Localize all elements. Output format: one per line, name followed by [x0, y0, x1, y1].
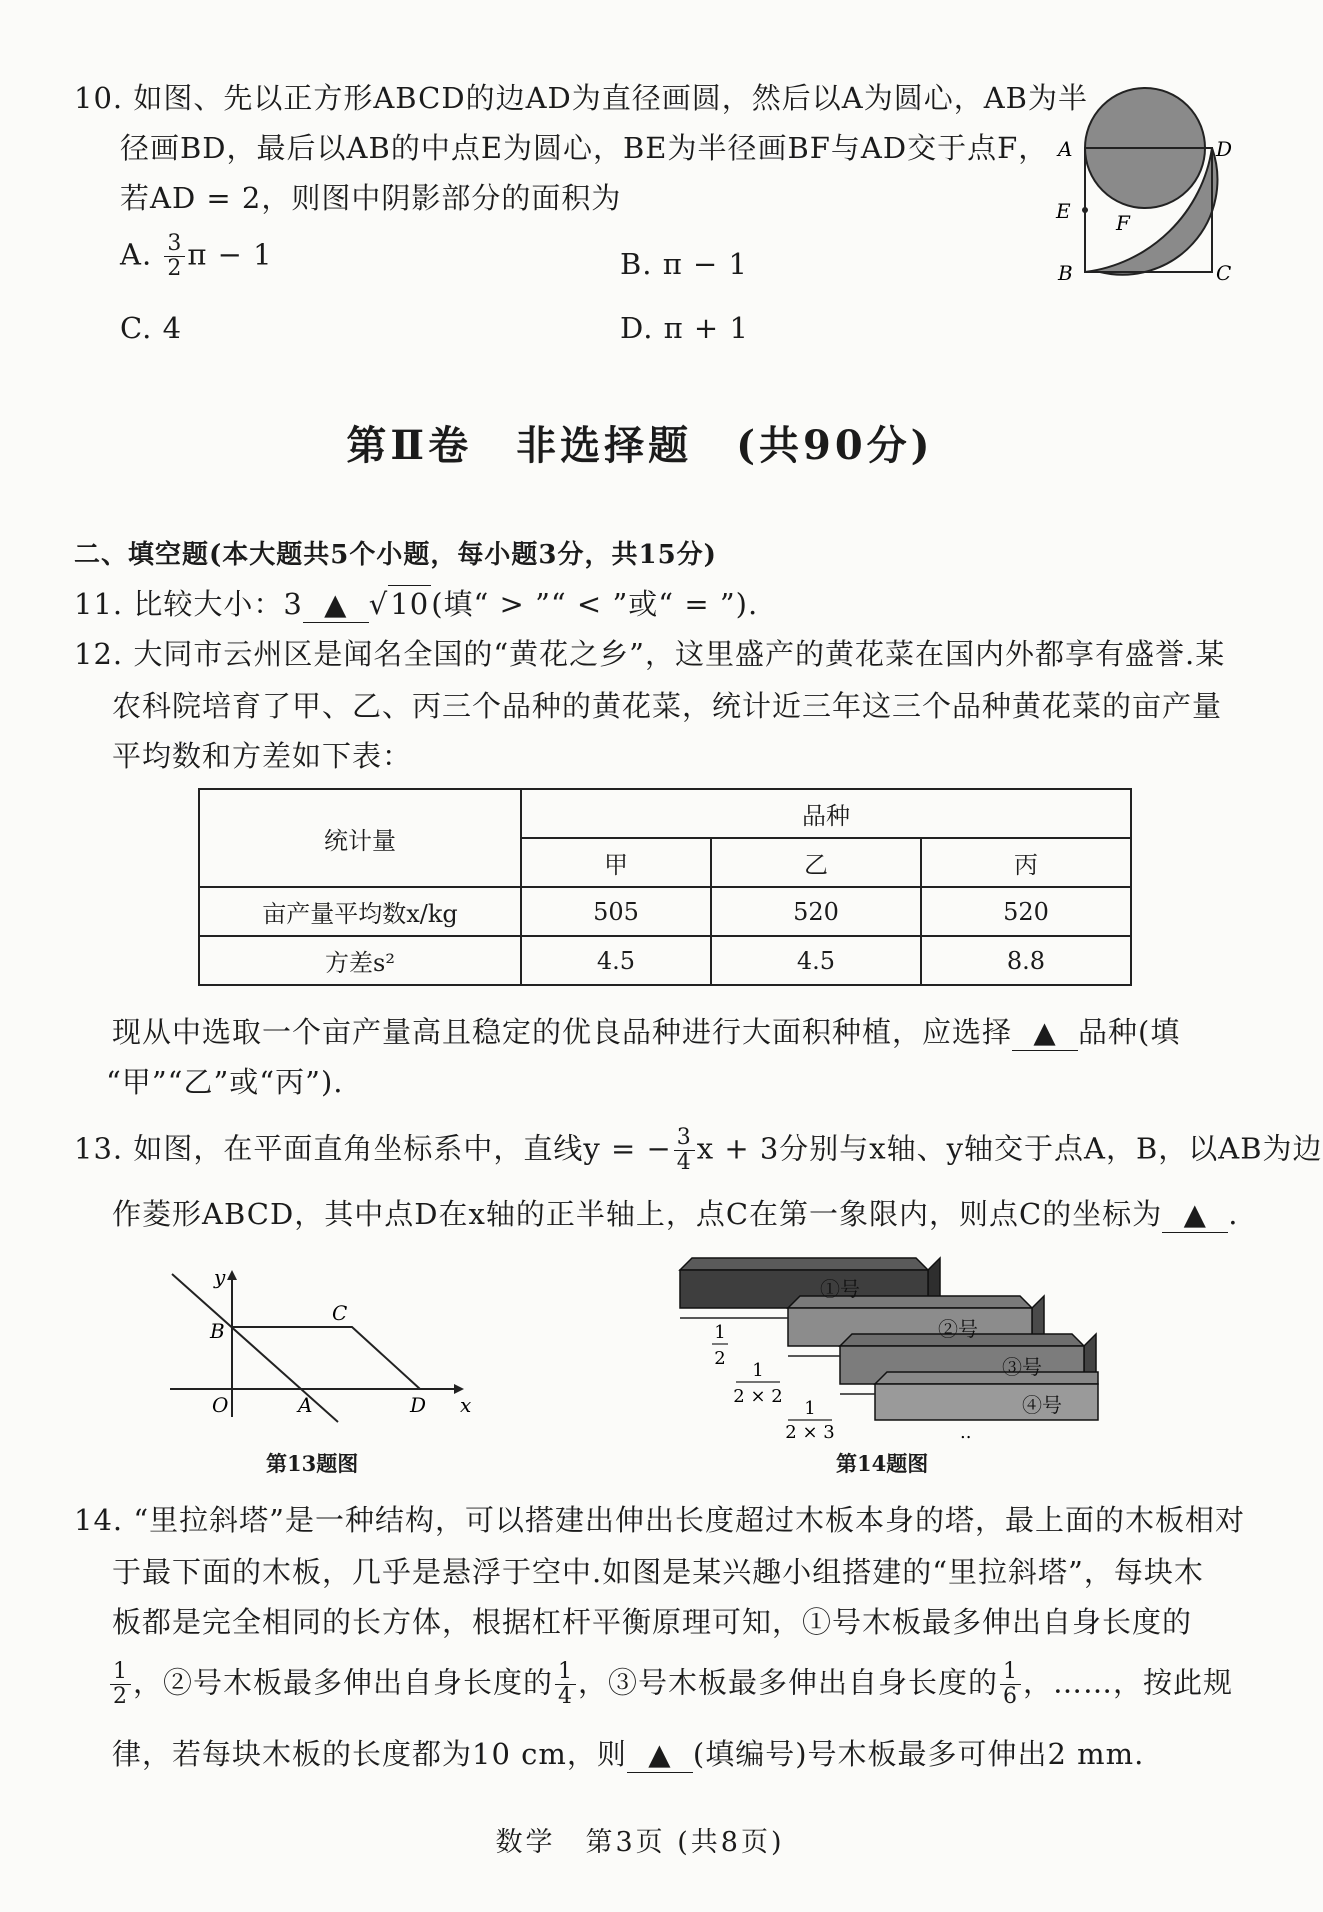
q11-answer-blank[interactable]: ▲ [303, 586, 369, 623]
q10-option-b: B. π − 1 [620, 247, 748, 281]
table-header-yi: 乙 [711, 838, 921, 887]
q13-line1-prefix: 13. 如图，在平面直角坐标系中，直线y = − [74, 1131, 672, 1166]
q10-line1: 10. 如图、先以正方形ABCD的边AD为直径画圆，然后以A为圆心，AB为半 [74, 81, 1088, 115]
q13-label-o: O [212, 1393, 229, 1417]
table-header-bing: 丙 [921, 838, 1131, 887]
q14-line4-c: ，……，按此规 [1023, 1665, 1234, 1700]
q10-label-f: F [1116, 211, 1130, 235]
q12-line2: 农科院培育了甲、乙、丙三个品种的黄花菜，统计近三年这三个品种黄花菜的亩产量 [112, 689, 1223, 723]
q10-option-a [120, 232, 273, 281]
q13-y-axis-arrow [227, 1270, 237, 1280]
q10-option-a-den: 2 [167, 256, 183, 281]
q12-after-line2: “甲”“乙”或“丙”). [106, 1065, 344, 1099]
q14-line5-prefix: 律，若每块木板的长度都为10 cm，则 [112, 1737, 627, 1771]
q10-option-a-fraction [164, 232, 185, 281]
q14-figure [670, 1240, 1110, 1443]
q14-dim1-den: 2 [714, 1348, 726, 1369]
q14-f2-num: 1 [555, 1660, 576, 1685]
q14-f2-den: 4 [558, 1684, 574, 1709]
q12-line1: 12. 大同市云州区是闻名全国的“黄花之乡”，这里盛产的黄花菜在国内外都享有盛誉.某 [74, 637, 1226, 671]
table-row [199, 887, 1131, 936]
q11 [74, 585, 758, 623]
q14-line5-suffix: (填编号)号木板最多可伸出2 mm. [692, 1737, 1145, 1771]
q12-after-prefix: 现从中选取一个亩产量高且稳定的优良品种进行大面积种植，应选择 [112, 1015, 1013, 1049]
q13-caption: 第13题图 [266, 1451, 359, 1476]
q13-line2-prefix: 作菱形ABCD，其中点D在x轴的正半轴上，点C在第一象限内，则点C的坐标为 [112, 1197, 1163, 1231]
q10-point-e [1082, 207, 1088, 213]
q14-line2: 于最下面的木板，几乎是悬浮于空中.如图是某兴趣小组搭建的“里拉斜塔”，每块木 [112, 1555, 1204, 1589]
q14-caption: 第14题图 [836, 1451, 929, 1476]
q13-line1 [74, 1126, 1323, 1175]
q14-plank-1-top [680, 1258, 928, 1270]
q14-line1: 14. “里拉斜塔”是一种结构，可以搭建出伸出长度超过木板本身的塔，最上面的木板相对 [74, 1503, 1245, 1537]
q13-line-ab [172, 1274, 338, 1422]
q14-dots: .. [960, 1422, 972, 1443]
q13-label-y: y [214, 1265, 226, 1289]
q10-line2: 径画BD，最后以AB的中点E为圆心，BE为半径画BF与AD交于点F， [120, 131, 1049, 165]
table-header-variety: 品种 [521, 789, 1131, 838]
q14-f3-den: 6 [1003, 1684, 1019, 1709]
q13-line2-end: . [1228, 1197, 1239, 1231]
q12-answer-blank[interactable]: ▲ [1012, 1014, 1078, 1051]
q14-plank-4-top [875, 1372, 1098, 1384]
q14-label-1: ①号 [820, 1277, 860, 1301]
q13-line1-suffix: x + 3分别与x轴、y轴交于点A，B，以AB为边 [696, 1131, 1323, 1166]
q13-rhombus-bcd [232, 1327, 420, 1389]
q14-f3-num: 1 [1000, 1660, 1021, 1685]
table-cell: 4.5 [521, 936, 711, 985]
q14-line3: 板都是完全相同的长方体，根据杠杆平衡原理可知，①号木板最多伸出自身长度的 [112, 1605, 1193, 1639]
q10-figure [1040, 80, 1233, 290]
table-cell: 8.8 [921, 936, 1131, 985]
q13-label-a: A [298, 1393, 313, 1417]
q10-label-c: C [1216, 261, 1232, 285]
q12-after-suffix: 品种(填 [1078, 1015, 1181, 1049]
q14-label-2: ②号 [938, 1317, 978, 1341]
q14-dim2-den: 2 × 2 [733, 1386, 783, 1407]
q14-answer-blank[interactable]: ▲ [627, 1736, 693, 1773]
table-cell-label: 方差s² [199, 936, 521, 985]
q10-option-c: C. 4 [120, 311, 183, 345]
q14-line4-b: ，③号木板最多伸出自身长度的 [578, 1665, 999, 1700]
table-cell: 505 [521, 887, 711, 936]
q11-radicand: 10 [390, 587, 430, 621]
q14-line4 [108, 1660, 1233, 1709]
q11-prefix: 11. 比较大小：3 [74, 587, 303, 621]
section2-heading: 二、填空题(本大题共5个小题，每小题3分，共15分) [74, 540, 717, 570]
q14-fraction-1 [110, 1660, 131, 1709]
q13-label-b: B [210, 1319, 225, 1343]
q10-option-a-num: 3 [164, 232, 185, 257]
q13-answer-blank[interactable]: ▲ [1162, 1196, 1228, 1233]
q11-radical: √ [368, 587, 389, 621]
part2-title: 第Ⅱ卷 非选择题 (共90分) [346, 422, 934, 469]
table-header-stat: 统计量 [199, 789, 521, 887]
table-cell: 520 [921, 887, 1131, 936]
q14-label-4: ④号 [1022, 1393, 1062, 1417]
q13-slope-den: 4 [676, 1150, 692, 1175]
q14-line4-a: ，②号木板最多伸出自身长度的 [133, 1665, 554, 1700]
q13-slope-fraction [674, 1126, 695, 1175]
q14-fraction-2 [555, 1660, 576, 1709]
table-row [199, 936, 1131, 985]
q14-plank-4 [875, 1384, 1098, 1420]
q13-label-x: x [460, 1393, 472, 1417]
q13-label-d: D [410, 1393, 427, 1417]
q14-f1-num: 1 [110, 1660, 131, 1685]
table-row [199, 789, 1131, 838]
q14-dim1-num: 1 [714, 1322, 726, 1343]
table-cell-label: 亩产量平均数x/kg [199, 887, 521, 936]
table-header-jia: 甲 [521, 838, 711, 887]
q12-stat-table [198, 788, 1132, 986]
q14-label-3: ③号 [1002, 1355, 1042, 1379]
q10-label-d: D [1216, 137, 1233, 161]
q14-dim2-num: 1 [752, 1360, 764, 1381]
q10-option-a-suffix: π − 1 [187, 237, 273, 272]
q10-line3: 若AD = 2，则图中阴影部分的面积为 [120, 181, 622, 215]
q13-slope-num: 3 [674, 1126, 695, 1151]
q14-fraction-3 [1000, 1660, 1021, 1709]
table-cell: 4.5 [711, 936, 921, 985]
q10-label-b: B [1058, 261, 1073, 285]
q14-dim3-den: 2 × 3 [785, 1422, 835, 1443]
q12-line3: 平均数和方差如下表： [112, 739, 413, 773]
q14-line5 [112, 1736, 1144, 1773]
q10-label-e: E [1056, 199, 1071, 223]
q14-f1-den: 2 [113, 1684, 128, 1709]
q10-option-a-prefix: A. [120, 237, 163, 272]
q12-after-line1 [112, 1014, 1180, 1051]
q13-label-c: C [332, 1301, 348, 1325]
q10-option-d: D. π + 1 [620, 311, 749, 345]
q13-figure [160, 1262, 480, 1422]
q14-dim3-num: 1 [804, 1398, 816, 1419]
table-cell: 520 [711, 887, 921, 936]
page-footer: 数学 第3页 (共8页) [495, 1827, 785, 1858]
q11-suffix: (填“ > ”“ < ”或“ = ”). [431, 587, 759, 621]
q10-label-a: A [1058, 137, 1073, 161]
q13-line2 [112, 1196, 1238, 1233]
